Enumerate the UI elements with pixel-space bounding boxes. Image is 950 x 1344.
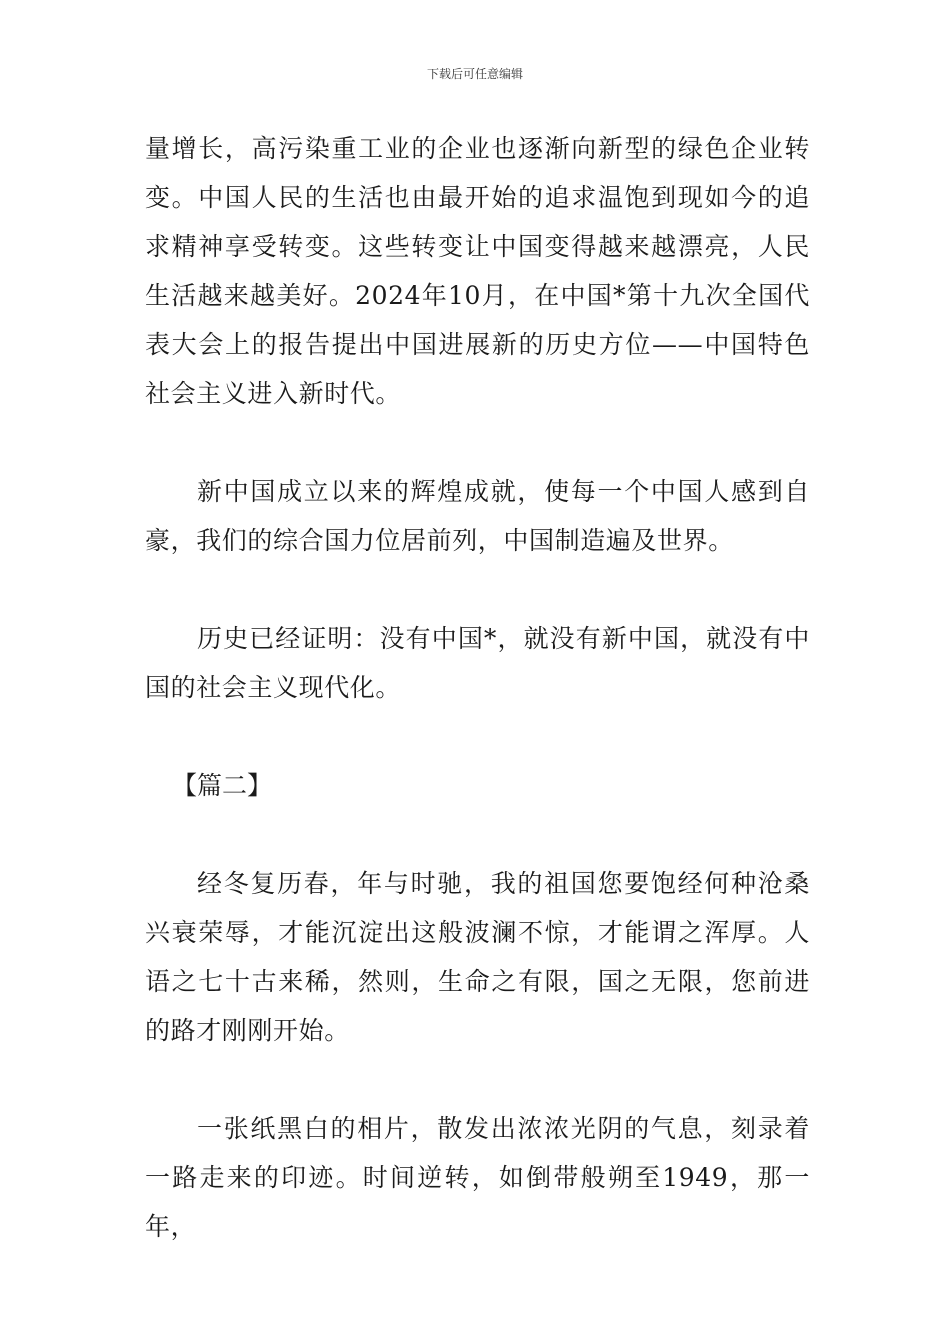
paragraph-gap <box>145 810 810 859</box>
paragraph-achievements: 新中国成立以来的辉煌成就，使每一个中国人感到自豪，我们的综合国力位居前列，中国制造遍及世界。 <box>145 477 810 555</box>
section-heading: 【篇二】 <box>172 771 273 800</box>
paragraph-gap <box>145 418 810 467</box>
document-body <box>145 124 810 1251</box>
paragraph-motherland: 经冬复历春，年与时驰，我的祖国您要饱经何种沧桑兴衰荣辱，才能沉淀出这般波澜不惊，才能谓之浑厚。人语之七十古来稀，然则，生命之有限，国之无限，您前进的路才刚刚开始。 <box>145 869 810 1045</box>
paragraph-gap <box>145 712 810 761</box>
paragraph-continuation: 量增长，高污染重工业的企业也逐渐向新型的绿色企业转变。中国人民的生活也由最开始的追求温饱到现如今的追求精神享受转变。这些转变让中国变得越来越漂亮，人民生活越来越美好。2024年10月，在中国*第十九次全国代表大会上的报告提出中国进展新的历史方位——中国特色社会主义进入新时代。 <box>145 134 810 408</box>
paragraph-gap <box>145 565 810 614</box>
paragraph-history: 历史已经证明：没有中国*，就没有新中国，就没有中国的社会主义现代化。 <box>145 624 810 702</box>
paragraph-gap <box>145 1055 810 1104</box>
page-header-note: 下载后可任意编辑 <box>426 67 523 81</box>
paragraph-photo: 一张纸黑白的相片，散发出浓浓光阴的气息，刻录着一路走来的印迹。时间逆转，如倒带般朔至1949，那一年， <box>145 1114 810 1241</box>
